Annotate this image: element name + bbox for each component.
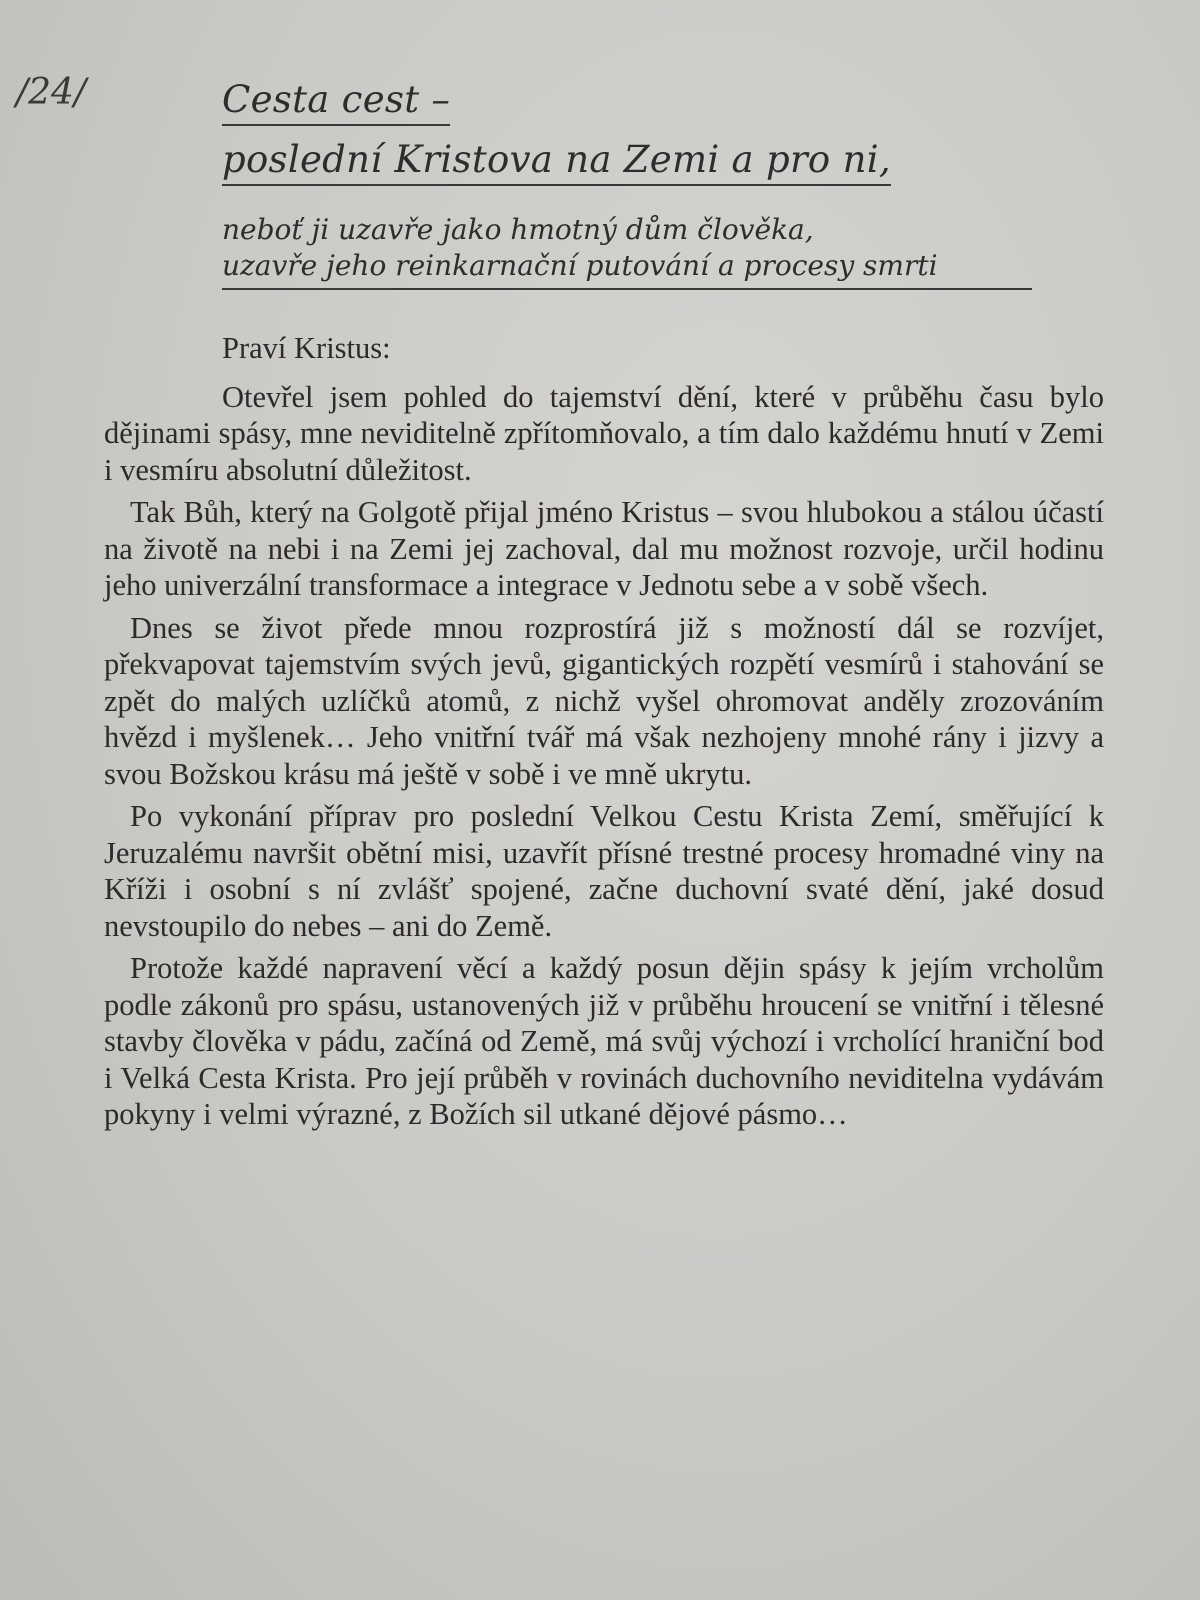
chapter-title: [222, 78, 1122, 186]
paragraph: Po vykonání příprav pro poslední Velkou Cestu Krista Zemí, směřující k Jeruzalému navršit obětní misi, uzavřít přísné trestné procesy hromadné viny na Kříži i osobní s ní zvlášť spojené, začne duchovní svaté dění, jaké dosud nevstoupilo do nebes – ani do Země.: [104, 799, 1104, 943]
paragraph: Protože každé napravení věcí a každý posun dějin spásy k jejím vrcholům podle zákonů pro spásu, ustanovených již v průběhu hroucení se vnitřní i tělesné stavby člověka v pádu, začíná od Země, má svůj výchozí i vrcholící hraniční bod i Velká Cesta Krista. Pro její průběh v rovinách duchovního neviditelna vydávám pokyny i velmi výrazné, z Božích sil utkané dějové pásmo…: [104, 951, 1104, 1131]
chapter-subtitle-line-1: neboť ji uzavře jako hmotný dům člověka,: [222, 213, 814, 246]
paragraph: Tak Bůh, který na Golgotě přijal jméno Kristus – svou hlubokou a stálou účastí na životě na nebi i na Zemi jej zachoval, dal mu možnost rozvoje, určil hodinu jeho univerzální transformace a integrace v Jednotu sebe a v sobě všech.: [104, 495, 1104, 602]
chapter-title-line-1: Cesta cest –: [222, 78, 450, 126]
paragraph: Dnes se život přede mnou rozprostírá již s možností dál se rozvíjet, překvapovat tajemstvím svých jevů, gigantických rozpětí vesmírů i stahování se zpět do malých uzlíčků atomů, z nichž vyšel ohromovat anděly zrozováním hvězd i myšlenek… Jeho vnitřní tvář má však nezhojeny mnohé rány i jizvy a svou Božskou krásu má ještě v sobě i ve mně ukrytu.: [104, 610, 1104, 791]
subtitle-underline: [222, 288, 1032, 290]
paragraph: Otevřel jsem pohled do tajemství dění, které v průběhu času bylo dějinami spásy, mne neviditelně zpřítomňovalo, a tím dalo každému hnutí v Zemi i vesmíru absolutní důležitost.: [104, 379, 1104, 487]
page-number: /24/: [16, 72, 87, 113]
chapter-subtitle: [222, 212, 1122, 290]
speaker-line: Praví Kristus:: [222, 331, 391, 365]
body-text: [104, 330, 1104, 1139]
chapter-subtitle-line-2: uzavře jeho reinkarnační putování a procesy smrti: [222, 249, 938, 282]
chapter-title-line-2: poslední Kristova na Zemi a pro ni,: [222, 138, 891, 186]
